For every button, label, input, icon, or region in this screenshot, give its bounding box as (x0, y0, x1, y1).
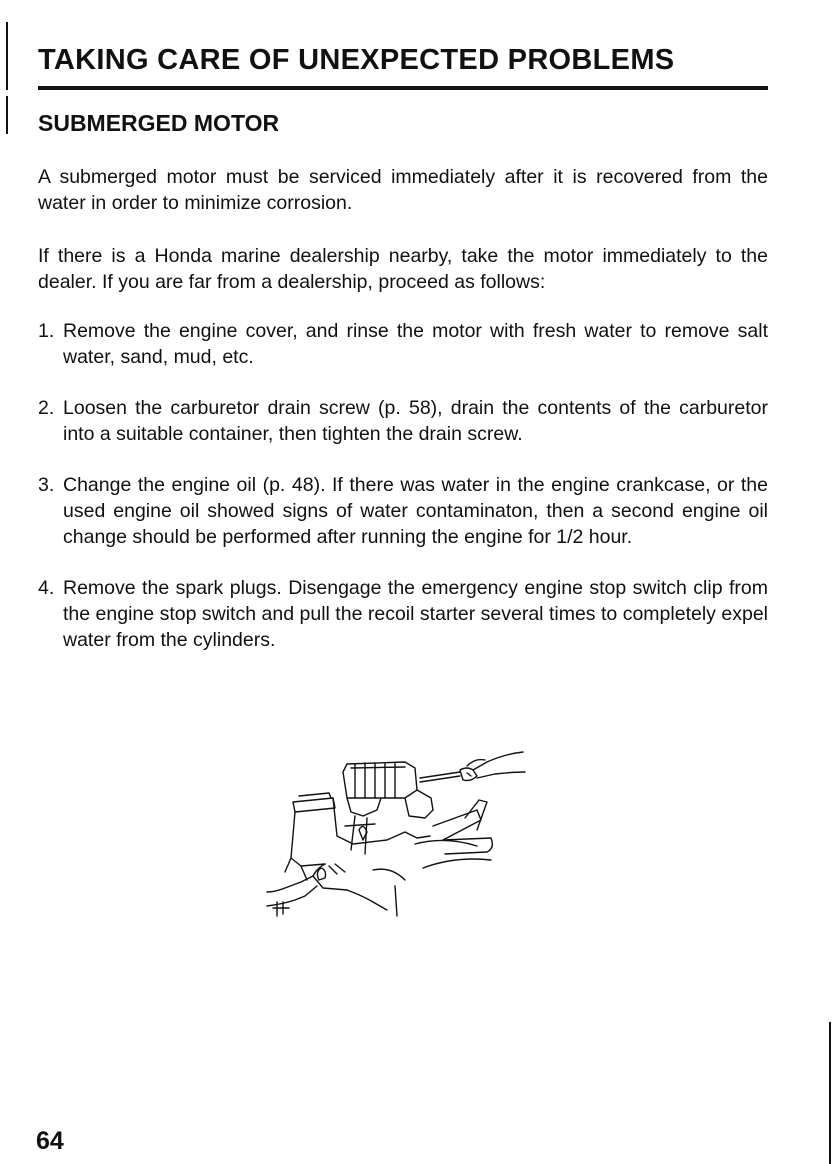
dealer-paragraph: If there is a Honda marine dealership nearby, take the motor immediately to the dealer. If you are far from a dealership, proceed as follows: (38, 245, 768, 293)
step-number: 2. (38, 397, 55, 419)
step-text: Change the engine oil (p. 48). If there was water in the engine crankcase, or the used engine oil showed signs of water contaminaton, then a second engine oil change should be performed after running the engine for 1/2 hour. (63, 474, 768, 548)
scan-edge-mark-middle (6, 96, 8, 134)
step-text: Loosen the carburetor drain screw (p. 58), drain the contents of the carburetor into a suitable container, then tighten the drain screw. (63, 397, 768, 445)
step-4 (38, 575, 768, 653)
page-title: TAKING CARE OF UNEXPECTED PROBLEMS (38, 44, 675, 76)
step-3 (38, 472, 768, 550)
step-number: 1. (38, 320, 55, 342)
scan-edge-mark-top (6, 22, 8, 90)
title-rule (38, 86, 768, 90)
page-number: 64 (36, 1127, 64, 1155)
scan-edge-mark-right (829, 1022, 831, 1164)
step-text: Remove the spark plugs. Disengage the emergency engine stop switch clip from the engine stop switch and pull the recoil starter several times to completely expel water from the cylinders. (63, 577, 768, 651)
step-number: 4. (38, 577, 55, 599)
step-2 (38, 395, 768, 447)
section-title: SUBMERGED MOTOR (38, 110, 280, 136)
step-1 (38, 318, 768, 370)
intro-paragraph: A submerged motor must be serviced immediately after it is recovered from the water in order to minimize corrosion. (38, 166, 768, 214)
step-number: 3. (38, 474, 55, 496)
outboard-motor-illustration (255, 740, 535, 920)
step-text: Remove the engine cover, and rinse the motor with fresh water to remove salt water, sand, mud, etc. (63, 320, 768, 368)
procedure-steps (38, 318, 768, 678)
